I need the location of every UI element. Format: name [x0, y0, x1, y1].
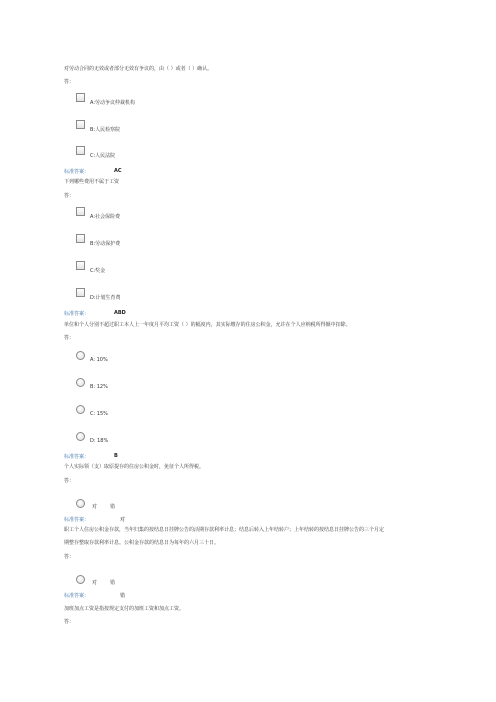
question-2-answer-label: 答： [64, 193, 75, 199]
question-1-text: 对劳动合同的无效或者部分无效有争议的，由（ ）或者（ ）确认。 [64, 66, 213, 72]
checkbox[interactable] [76, 93, 85, 102]
radio-button[interactable] [76, 378, 85, 387]
question-5-standard-answer [64, 592, 126, 599]
question-5-text-line-2: 期整存整取存款利率计息。公积金存款的结息日为每年的六月三十日。 [64, 540, 220, 546]
option-label: A: 10% [90, 357, 108, 363]
checkbox[interactable] [76, 288, 85, 297]
true-radio-button[interactable] [76, 575, 85, 584]
radio-button[interactable] [76, 351, 85, 360]
question-2-text: 下列哪些费用不属于工资 [64, 179, 120, 185]
standard-answer-value: B [114, 453, 118, 459]
option-label: D:计划生育费 [90, 295, 121, 301]
option-label: A:社会保险费 [90, 214, 121, 220]
option-label: C: 15% [90, 411, 108, 417]
standard-answer-label: 标准答案： [64, 169, 90, 175]
standard-answer-value: AC [114, 168, 122, 174]
option-label: C:人民法院 [90, 153, 116, 159]
question-4-text: 个人实际领（支）取原提存的住房公积金时，免征个人所得税。 [64, 464, 205, 470]
true-label: 对 [92, 504, 98, 510]
option-label: D: 18% [90, 438, 109, 444]
question-5-text-line-1: 职工个人住房公积金存款，当年归集的按结息日挂牌公告的活期存款利率计息；结息后转入上年结转户；上年结转的按结息日挂牌公告的三个月定 [64, 527, 385, 533]
option-label: A:劳动争议仲裁机构 [90, 100, 136, 106]
radio-button[interactable] [76, 405, 85, 414]
question-6-text: 加班加点工资是指按规定支付的加班工资和加点工资。 [64, 606, 185, 612]
true-radio-button[interactable] [76, 499, 85, 508]
false-label: 错 [110, 504, 116, 510]
option-label: B: 12% [90, 384, 108, 390]
standard-answer-label: 标准答案： [64, 311, 90, 317]
standard-answer-label: 标准答案： [64, 454, 90, 460]
question-3-text: 单位和个人分别不超过职工本人上一年度月平均工资（ ）的幅度内，其实际缴存的住房公积金，允许在个人应纳税所得额中扣除。 [64, 322, 351, 328]
option-label: B:人民检察院 [90, 127, 121, 133]
checkbox[interactable] [76, 207, 85, 216]
question-6-answer-label: 答： [64, 619, 75, 625]
standard-answer-value: 对 [120, 517, 126, 523]
standard-answer-value: ABD [114, 310, 126, 316]
standard-answer-value: 错 [120, 593, 126, 599]
question-5-answer-label: 答： [64, 554, 75, 560]
question-3-answer-label: 答： [64, 335, 75, 341]
question-1-answer-label: 答： [64, 79, 75, 85]
checkbox[interactable] [76, 261, 85, 270]
true-label: 对 [92, 580, 98, 586]
question-2-standard-answer [64, 310, 126, 317]
standard-answer-label: 标准答案： [64, 517, 90, 523]
false-label: 错 [110, 580, 116, 586]
question-4-standard-answer [64, 516, 126, 523]
standard-answer-label: 标准答案： [64, 593, 90, 599]
checkbox[interactable] [76, 234, 85, 243]
radio-button[interactable] [76, 432, 85, 441]
question-1-standard-answer [64, 168, 122, 175]
checkbox[interactable] [76, 120, 85, 129]
question-4-answer-label: 答： [64, 478, 75, 484]
checkbox[interactable] [76, 146, 85, 155]
question-3-standard-answer [64, 453, 118, 460]
option-label: C:奖金 [90, 268, 106, 274]
option-label: B:劳动保护费 [90, 241, 121, 247]
